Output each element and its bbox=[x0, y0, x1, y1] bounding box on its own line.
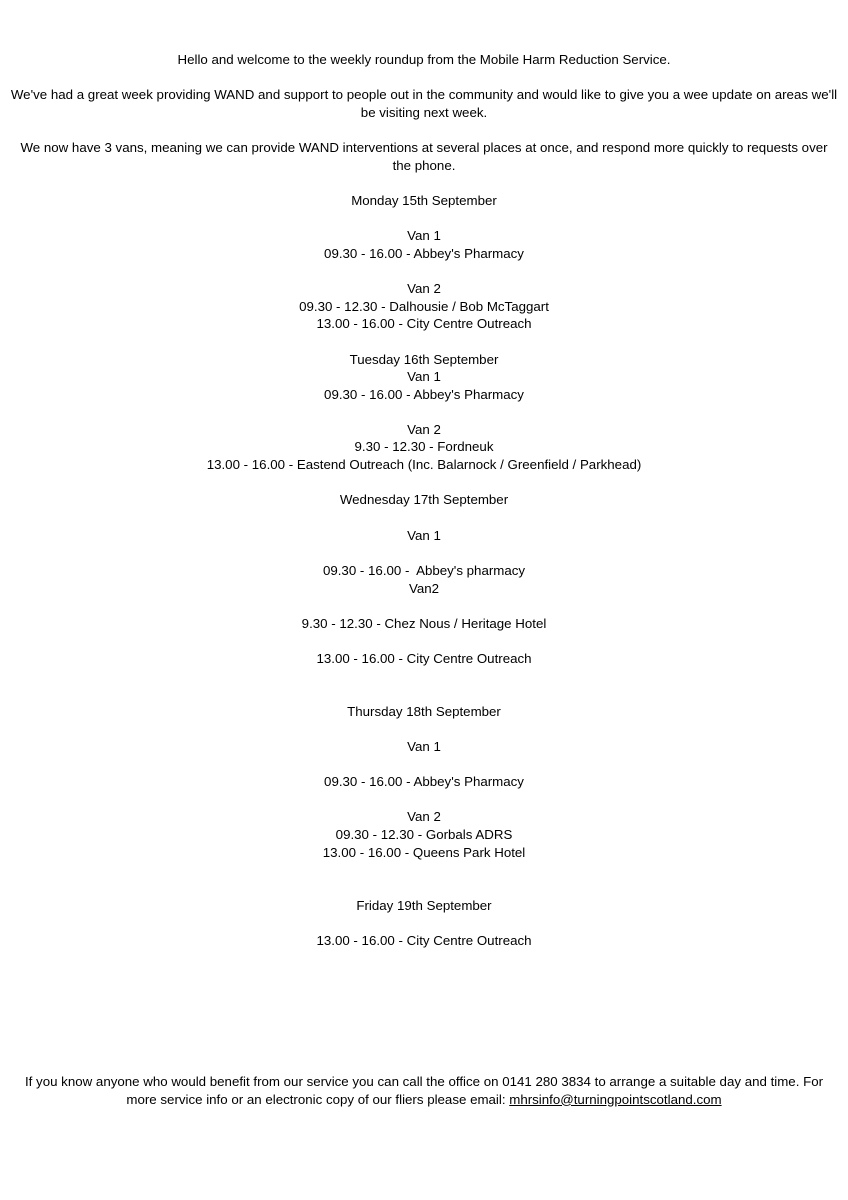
monday-heading: Monday 15th September bbox=[351, 193, 497, 208]
thursday-van1-label: Van 1 bbox=[407, 739, 441, 754]
thursday-van2-slot: 09.30 - 12.30 - Gorbals ADRS bbox=[335, 827, 513, 842]
monday-van2-slot: 13.00 - 16.00 - City Centre Outreach bbox=[316, 316, 532, 331]
thursday-heading: Thursday 18th September bbox=[347, 704, 501, 719]
monday-van1-label: Van 1 bbox=[407, 228, 441, 243]
welcome-line: Hello and welcome to the weekly roundup from the Mobile Harm Reduction Service. bbox=[177, 52, 671, 67]
thursday-van2-slot: 13.00 - 16.00 - Queens Park Hotel bbox=[322, 845, 526, 860]
wednesday-van1-slot: 09.30 - 16.00 - Abbey's pharmacy bbox=[322, 563, 526, 578]
wednesday-van2-slot: 9.30 - 12.30 - Chez Nous / Heritage Hotel bbox=[301, 616, 547, 631]
tuesday-van1-slot: 09.30 - 16.00 - Abbey's Pharmacy bbox=[324, 387, 524, 402]
tuesday-van2-label: Van 2 bbox=[407, 422, 441, 437]
great-week-paragraph: We've had a great week providing WAND and support to people out in the community and would like to give you a wee update on areas we'll be visiting next week. bbox=[10, 87, 838, 120]
tuesday-van2-slot: 9.30 - 12.30 - Fordneuk bbox=[354, 439, 494, 454]
wednesday-van1-label: Van 1 bbox=[407, 528, 441, 543]
thursday-van2-label: Van 2 bbox=[407, 809, 441, 824]
friday-slot: 13.00 - 16.00 - City Centre Outreach bbox=[316, 933, 532, 948]
vans-paragraph: We now have 3 vans, meaning we can provide WAND interventions at several places at once, and respond more quickly to requests over the phone. bbox=[20, 140, 828, 173]
wednesday-van2-label: Van2 bbox=[408, 581, 440, 596]
wednesday-heading: Wednesday 17th September bbox=[339, 492, 509, 507]
monday-van1-slot: 09.30 - 16.00 - Abbey's Pharmacy bbox=[324, 246, 524, 261]
monday-van2-label: Van 2 bbox=[407, 281, 441, 296]
tuesday-van2-slot: 13.00 - 16.00 - Eastend Outreach (Inc. Balarnock / Greenfield / Parkhead) bbox=[206, 457, 642, 472]
email-link[interactable]: mhrsinfo@turningpointscotland.com bbox=[509, 1091, 722, 1107]
contact-text: If you know anyone who would benefit from our service you can call the office on 0141 280 3834 to arrange a suitable day and time. For more service info or an electronic copy of our fliers please email: bbox=[24, 1074, 824, 1107]
contact-paragraph bbox=[10, 1073, 838, 1108]
tuesday-heading: Tuesday 16th September bbox=[349, 352, 499, 367]
monday-van2-slot: 09.30 - 12.30 - Dalhousie / Bob McTaggart bbox=[299, 299, 549, 314]
wednesday-van2-slot: 13.00 - 16.00 - City Centre Outreach bbox=[316, 651, 532, 666]
friday-heading: Friday 19th September bbox=[356, 898, 492, 913]
tuesday-van1-label: Van 1 bbox=[407, 369, 441, 384]
thursday-van1-slot: 09.30 - 16.00 - Abbey's Pharmacy bbox=[324, 774, 524, 789]
